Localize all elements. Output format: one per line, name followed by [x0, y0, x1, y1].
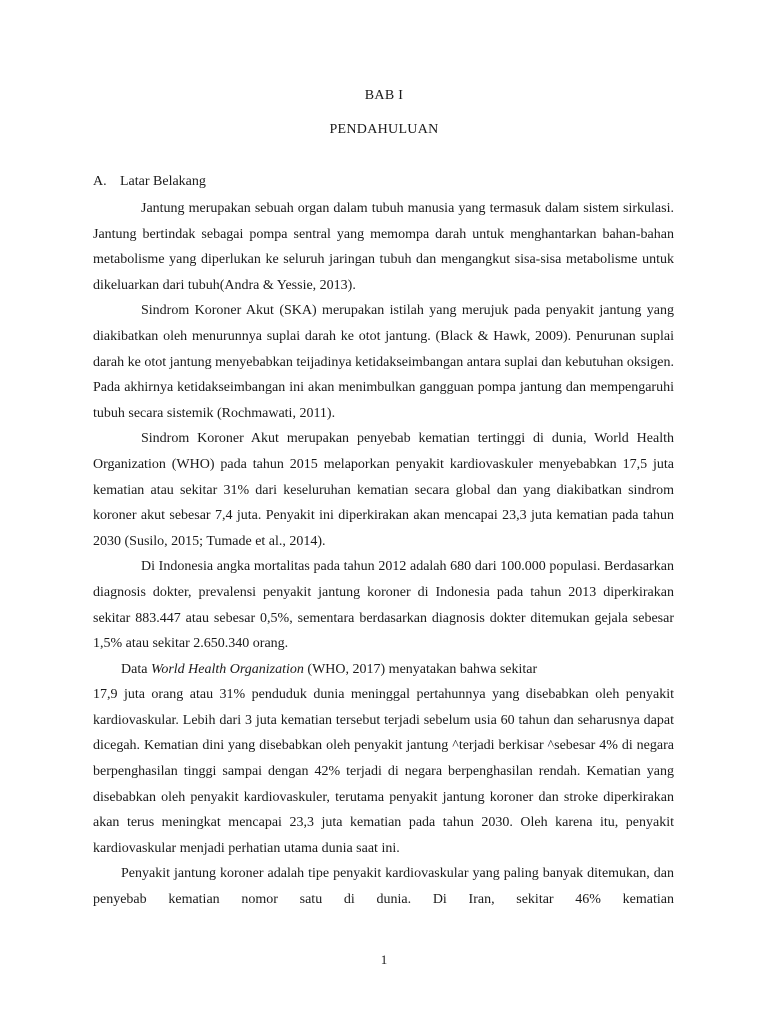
- paragraph: Jantung merupakan sebuah organ dalam tubuh manusia yang termasuk dalam sistem sirkulasi. Jantung bertindak sebagai pompa sentral yang memompa darah untuk menghantarkan bahan-bahan metabolisme yang diperlukan ke seluruh jaringan tubuh dan mengangkut sisa-sisa metabolisme untuk dikeluarkan dari tubuh(Andra & Yessie, 2013).: [93, 201, 674, 293]
- paragraph: Penyakit jantung koroner adalah tipe penyakit kardiovaskular yang paling banyak ditemukan, dan penyebab kematian nomor satu di dunia. Di Iran, sekitar 46% kematian: [93, 866, 674, 908]
- body-text: [93, 196, 674, 913]
- paragraph: Di Indonesia angka mortalitas pada tahun 2012 adalah 680 dari 100.000 populasi. Berdasarkan diagnosis dokter, prevalensi penyakit jantung koroner di Indonesia pada tahun 2013 diperkirakan sekitar 883.447 atau sebesar 0,5%, sementara berdasarkan diagnosis dokter ditemukan gejala sebesar 1,5% atau sekitar 2.650.340 orang.: [93, 559, 674, 652]
- section-heading: [93, 174, 206, 190]
- who-italic-name: World Health Organization: [150, 661, 304, 677]
- who-prefix: Data: [121, 661, 151, 677]
- chapter-heading: BAB I: [364, 88, 404, 103]
- chapter-title: PENDAHULUAN: [329, 122, 439, 137]
- who-paragraph-continuation: 17,9 juta orang atau 31% penduduk dunia meninggal pertahunnya yang disebabkan oleh penyakit kardiovaskular. Lebih dari 3 juta kematian tersebut terjadi sebelum usia 60 tahun dan seharusnya dapat dicegah. Kematian dini yang disebabkan oleh penyakit jantung ^terjadi berkisar ^sebesar 4% di negara berpenghasilan tinggi sampai dengan 42% terjadi di negara berpenghasilan rendah. Kematian yang disebabkan oleh penyakit kardiovaskuler, terutama penyakit jantung koroner dan stroke diperkirakan akan terus meningkat mencapai 23,3 juta kematian pada tahun 2030. Oleh karena itu, penyakit kardiovaskular menjadi perhatian utama dunia saat ini.: [93, 687, 674, 856]
- who-paragraph-first-line: [93, 657, 674, 683]
- page-number: 1: [380, 952, 388, 967]
- section-title: Latar Belakang: [120, 174, 206, 189]
- paragraph: Sindrom Koroner Akut (SKA) merupakan istilah yang merujuk pada penyakit jantung yang diakibatkan oleh menurunnya suplai darah ke otot jantung. (Black & Hawk, 2009). Penurunan suplai darah ke otot jantung menyebabkan teijadinya ketidakseimbangan antara suplai dan kebutuhan oksigen. Pada akhirnya ketidakseimbangan ini akan menimbulkan gangguan pompa jantung dan mempengaruhi tubuh secara sistemik (Rochmawati, 2011).: [93, 303, 674, 421]
- section-number: A.: [93, 174, 107, 189]
- who-suffix: (WHO, 2017) menyatakan bahwa sekitar: [303, 661, 538, 677]
- paragraph: Sindrom Koroner Akut merupakan penyebab kematian tertinggi di dunia, World Health Organization (WHO) pada tahun 2015 melaporkan penyakit kardiovaskuler menyebabkan 17,5 juta kematian atau sekitar 31% dari keseluruhan kematian secara global dan yang diakibatkan sindrom koroner akut sebesar 7,4 juta. Penyakit ini diperkirakan akan mencapai 23,3 juta kematian pada tahun 2030 (Susilo, 2015; Tumade et al., 2014).: [93, 431, 674, 549]
